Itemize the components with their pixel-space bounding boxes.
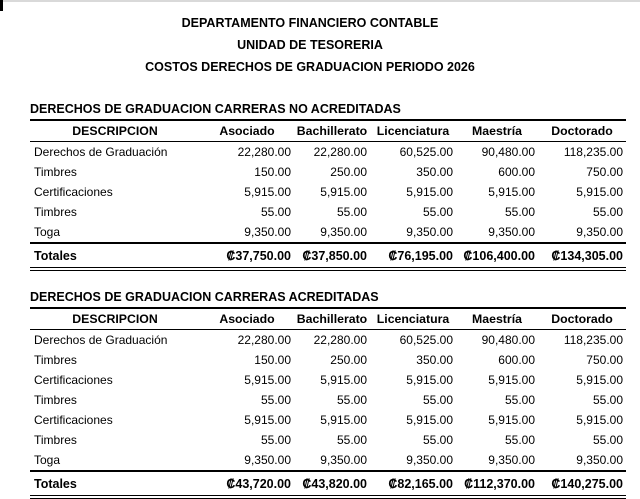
table-no-acreditadas — [30, 102, 626, 271]
cell-value: 150.00 — [254, 165, 291, 179]
header-department-line: DEPARTAMENTO FINANCIERO CONTABLE — [181, 16, 439, 30]
cell-value: 9,350.00 — [488, 225, 535, 239]
cell-value: 5,915.00 — [406, 413, 453, 427]
column-header-row — [30, 121, 626, 142]
totals-label: Totales — [30, 243, 200, 269]
cell-value: 5,915.00 — [576, 413, 623, 427]
column-header: Maestría — [456, 309, 538, 330]
total-value: ₡76,195.00 — [370, 243, 456, 269]
cell-value: 250.00 — [330, 353, 367, 367]
cell-value: 55.00 — [336, 433, 367, 447]
cell-value: 9,350.00 — [576, 225, 623, 239]
total-value: ₡43,720.00 — [200, 471, 294, 497]
cell-value: 55.00 — [504, 205, 535, 219]
cell-value: 22,280.00 — [313, 145, 367, 159]
cell-value: 9,350.00 — [488, 453, 535, 467]
cell-value: 5,915.00 — [406, 373, 453, 387]
table-row — [30, 350, 626, 370]
cell-value: 600.00 — [498, 353, 535, 367]
totals-row — [30, 243, 626, 269]
total-value: ₡140,275.00 — [538, 471, 626, 497]
row-label: Timbres — [34, 433, 77, 447]
header-costs-line: COSTOS DERECHOS DE GRADUACION PERIODO 2026 — [145, 60, 475, 74]
table-row — [30, 330, 626, 351]
cell-value: 55.00 — [260, 205, 291, 219]
total-value: ₡43,820.00 — [294, 471, 370, 497]
cell-value: 22,280.00 — [237, 333, 291, 347]
cell-value: 55.00 — [592, 433, 623, 447]
column-header: Bachillerato — [294, 121, 370, 142]
cell-value: 5,915.00 — [488, 185, 535, 199]
totals-row — [30, 471, 626, 497]
row-label: Toga — [34, 225, 61, 239]
header-unit-line: UNIDAD DE TESORERIA — [237, 38, 383, 52]
table-row — [30, 370, 626, 390]
cell-value: 5,915.00 — [244, 413, 291, 427]
window-top-edge — [0, 0, 640, 2]
cell-value: 5,915.00 — [320, 185, 367, 199]
row-label: Toga — [34, 453, 61, 467]
cell-value: 118,235.00 — [563, 145, 623, 159]
cell-value: 55.00 — [422, 205, 453, 219]
column-header-row — [30, 309, 626, 330]
row-label: Certificaciones — [34, 185, 113, 199]
table-row — [30, 182, 626, 202]
cell-value: 55.00 — [260, 433, 291, 447]
row-label: Derechos de Graduación — [34, 145, 168, 159]
column-header: Licenciatura — [370, 309, 456, 330]
cell-value: 60,525.00 — [399, 333, 453, 347]
table-row — [30, 142, 626, 163]
cell-value: 55.00 — [592, 205, 623, 219]
cell-value: 22,280.00 — [237, 145, 291, 159]
row-label: Derechos de Graduación — [34, 333, 168, 347]
cell-value: 9,350.00 — [576, 453, 623, 467]
cell-value: 22,280.00 — [313, 333, 367, 347]
column-header: DESCRIPCION — [30, 121, 200, 142]
cell-value: 600.00 — [498, 165, 535, 179]
column-header: Bachillerato — [294, 309, 370, 330]
cell-value: 5,915.00 — [320, 413, 367, 427]
cell-value: 55.00 — [260, 393, 291, 407]
cell-value: 9,350.00 — [406, 225, 453, 239]
table-row — [30, 162, 626, 182]
tables-host — [30, 102, 626, 499]
table-title: DERECHOS DE GRADUACION CARRERAS ACREDITADAS — [30, 290, 626, 309]
row-label: Timbres — [34, 205, 77, 219]
cell-value: 250.00 — [330, 165, 367, 179]
column-header: Licenciatura — [370, 121, 456, 142]
cell-value: 90,480.00 — [481, 145, 535, 159]
cell-value: 60,525.00 — [399, 145, 453, 159]
cell-value: 55.00 — [592, 393, 623, 407]
table-row — [30, 222, 626, 243]
row-label: Certificaciones — [34, 373, 113, 387]
cell-value: 55.00 — [504, 393, 535, 407]
column-header: Asociado — [200, 309, 294, 330]
table-row — [30, 430, 626, 450]
table-row — [30, 450, 626, 471]
cell-value: 90,480.00 — [481, 333, 535, 347]
table-title: DERECHOS DE GRADUACION CARRERAS NO ACREDITADAS — [30, 102, 626, 121]
cell-value: 9,350.00 — [406, 453, 453, 467]
total-value: ₡37,750.00 — [200, 243, 294, 269]
cell-value: 55.00 — [336, 205, 367, 219]
total-value: ₡106,400.00 — [456, 243, 538, 269]
table-row — [30, 390, 626, 410]
cell-value: 55.00 — [422, 393, 453, 407]
totals-label: Totales — [30, 471, 200, 497]
cell-value: 5,915.00 — [406, 185, 453, 199]
column-header: Maestría — [456, 121, 538, 142]
cell-value: 5,915.00 — [488, 413, 535, 427]
cell-value: 9,350.00 — [320, 225, 367, 239]
cell-value: 55.00 — [504, 433, 535, 447]
row-label: Timbres — [34, 393, 77, 407]
table-row — [30, 202, 626, 222]
costs-table — [30, 309, 626, 499]
row-label: Timbres — [34, 353, 77, 367]
cell-value: 9,350.00 — [244, 453, 291, 467]
cell-value: 5,915.00 — [488, 373, 535, 387]
total-value: ₡82,165.00 — [370, 471, 456, 497]
cell-value: 5,915.00 — [244, 373, 291, 387]
cell-value: 150.00 — [254, 353, 291, 367]
row-label: Certificaciones — [34, 413, 113, 427]
cell-value: 5,915.00 — [244, 185, 291, 199]
cell-value: 750.00 — [586, 165, 623, 179]
cell-value: 5,915.00 — [576, 373, 623, 387]
cell-value: 55.00 — [336, 393, 367, 407]
cell-value: 9,350.00 — [244, 225, 291, 239]
cell-value: 5,915.00 — [320, 373, 367, 387]
table-acreditadas — [30, 290, 626, 499]
column-header: Doctorado — [538, 309, 626, 330]
cell-value: 350.00 — [416, 353, 453, 367]
cell-value: 5,915.00 — [576, 185, 623, 199]
cell-value: 55.00 — [422, 433, 453, 447]
cell-value: 118,235.00 — [563, 333, 623, 347]
cell-value: 9,350.00 — [320, 453, 367, 467]
costs-table — [30, 121, 626, 271]
cell-value: 750.00 — [586, 353, 623, 367]
window-corner-mark — [0, 0, 3, 11]
row-label: Timbres — [34, 165, 77, 179]
table-row — [30, 410, 626, 430]
column-header: Asociado — [200, 121, 294, 142]
total-value: ₡37,850.00 — [294, 243, 370, 269]
document-header — [0, 0, 620, 78]
column-header: Doctorado — [538, 121, 626, 142]
column-header: DESCRIPCION — [30, 309, 200, 330]
cell-value: 350.00 — [416, 165, 453, 179]
total-value: ₡112,370.00 — [456, 471, 538, 497]
total-value: ₡134,305.00 — [538, 243, 626, 269]
